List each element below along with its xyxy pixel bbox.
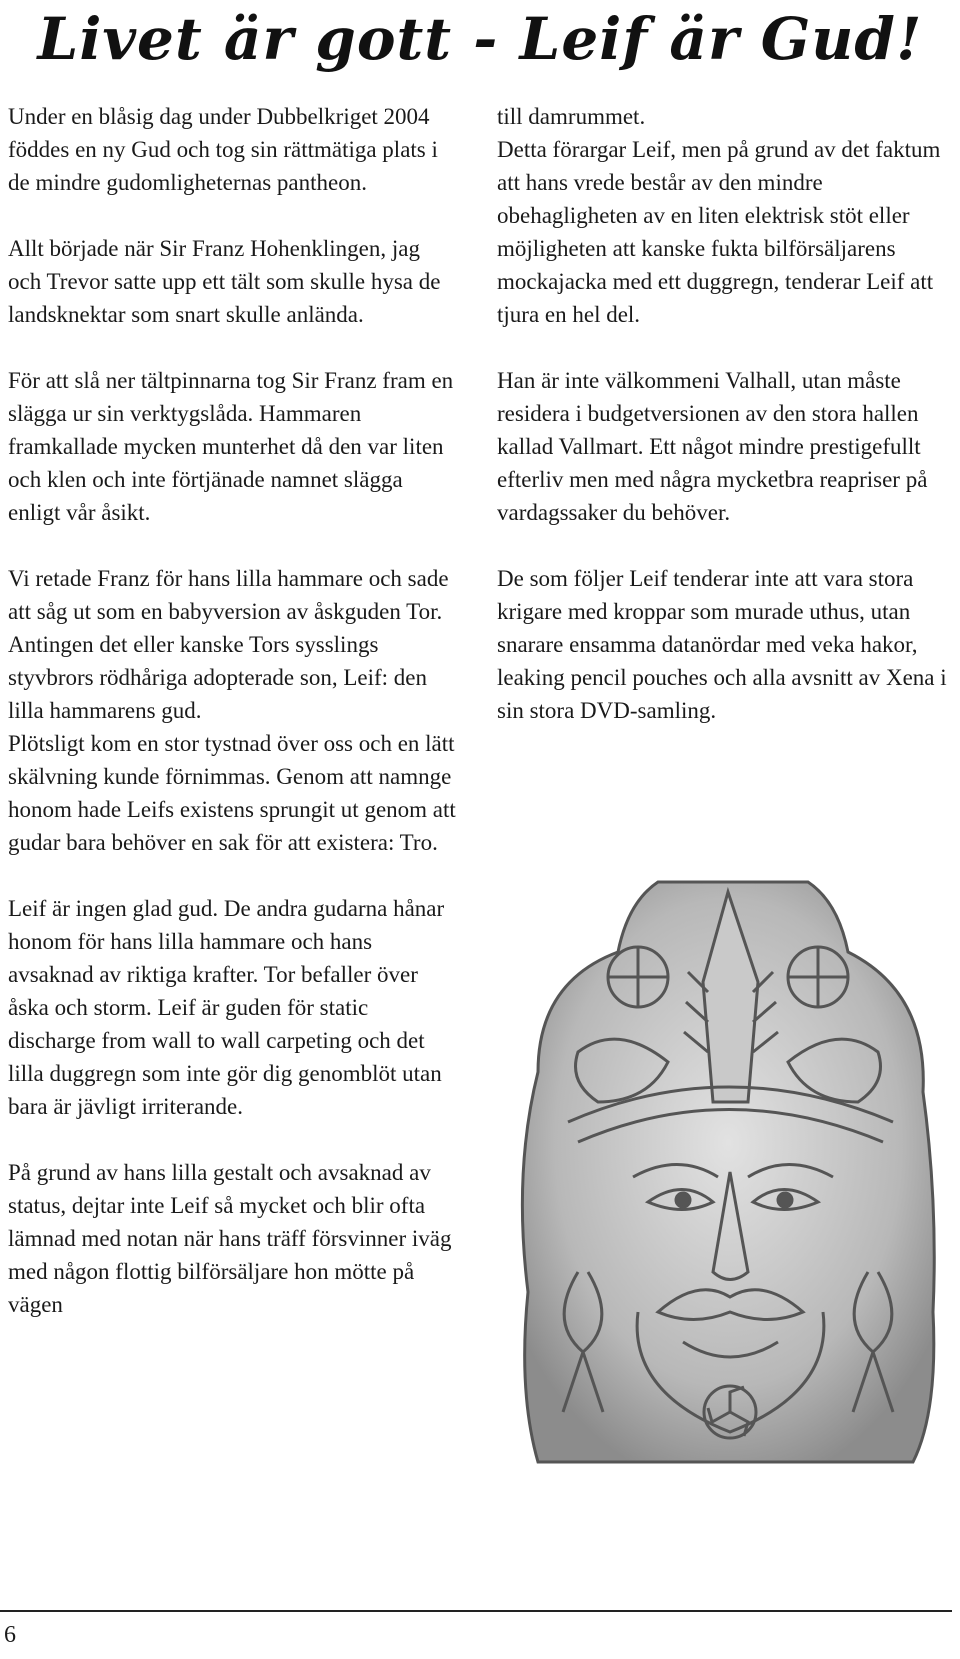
paragraph: Leif är ingen glad gud. De andra gudarna hånar honom för hans lilla hammare och hans avsaknad av riktiga krafter. Tor befaller över åska och storm. Leif är guden för static discharge from wall to wall carpeting och det lilla duggregn som inte gör dig genomblöt utan bara är jävligt irriterande. <box>8 896 445 1119</box>
right-column <box>497 100 947 727</box>
paragraph: Plötsligt kom en stor tystnad över oss och en lätt skälvning kunde förnimmas. Genom att namnge honom hade Leifs existens sprungit ut genom att gudar bara behöver en sak för att existera: Tro. <box>8 731 456 855</box>
paragraph: Under en blåsig dag under Dubbelkriget 2004 föddes en ny Gud och tog sin rättmätiga plats i de mindre gudomligheternas pantheon. <box>8 104 438 195</box>
paragraph: För att slå ner tältpinnarna tog Sir Franz fram en slägga ur sin verktygslåda. Hammaren framkallade mycken munterhet då den var liten och klen och inte förtjänade namnet slägga enligt vår åsikt. <box>8 368 454 525</box>
page-number: 6 <box>4 1622 16 1648</box>
paragraph: Vi retade Franz för hans lilla hammare och sade att såg ut som en babyversion av åskguden Tor. Antingen det eller kanske Tors sysslings styvbrors rödhåriga adopterade son, Leif: den lilla hammarens gud. <box>8 566 449 723</box>
paragraph: De som följer Leif tenderar inte att vara stora krigare med kroppar som murade uthus, utan snarare ensamma datanördar med veka hakor, leaking pencil pouches och alla avsnitt av Xena i sin stora DVD-samling. <box>497 566 947 723</box>
paragraph: På grund av hans lilla gestalt och avsaknad av status, dejtar inte Leif så mycket och blir ofta lämnad med notan när hans träff försvinner iväg med någon flottig bilförsäljare hon mötte på vägen <box>8 1160 452 1317</box>
footer-rule <box>0 1610 952 1612</box>
paragraph: Allt började när Sir Franz Hohenklingen, jag och Trevor satte upp ett tält som skulle hysa de landsknektar som snart skulle anlända. <box>8 236 441 327</box>
paragraph: till damrummet. <box>497 104 646 129</box>
carved-stone-face-relief-icon <box>508 872 948 1472</box>
paragraph: Han är inte välkommeni Valhall, utan måste residera i budgetversionen av den stora hallen kallad Vallmart. Ett något mindre prestigefullt efterliv men med några mycketbra reapriser på vardagssaker du behöver. <box>497 368 928 525</box>
left-column <box>8 100 458 1321</box>
paragraph: Detta förargar Leif, men på grund av det faktum att hans vrede består av den mindre obehagligheten av en liten elektrisk stöt eller möjligheten att kanske fukta bilförsäljarens mockajacka med ett duggregn, tenderar Leif att tjura en hel del. <box>497 137 941 327</box>
page-title: Livet är gott - Leif är Gud! <box>37 5 923 73</box>
